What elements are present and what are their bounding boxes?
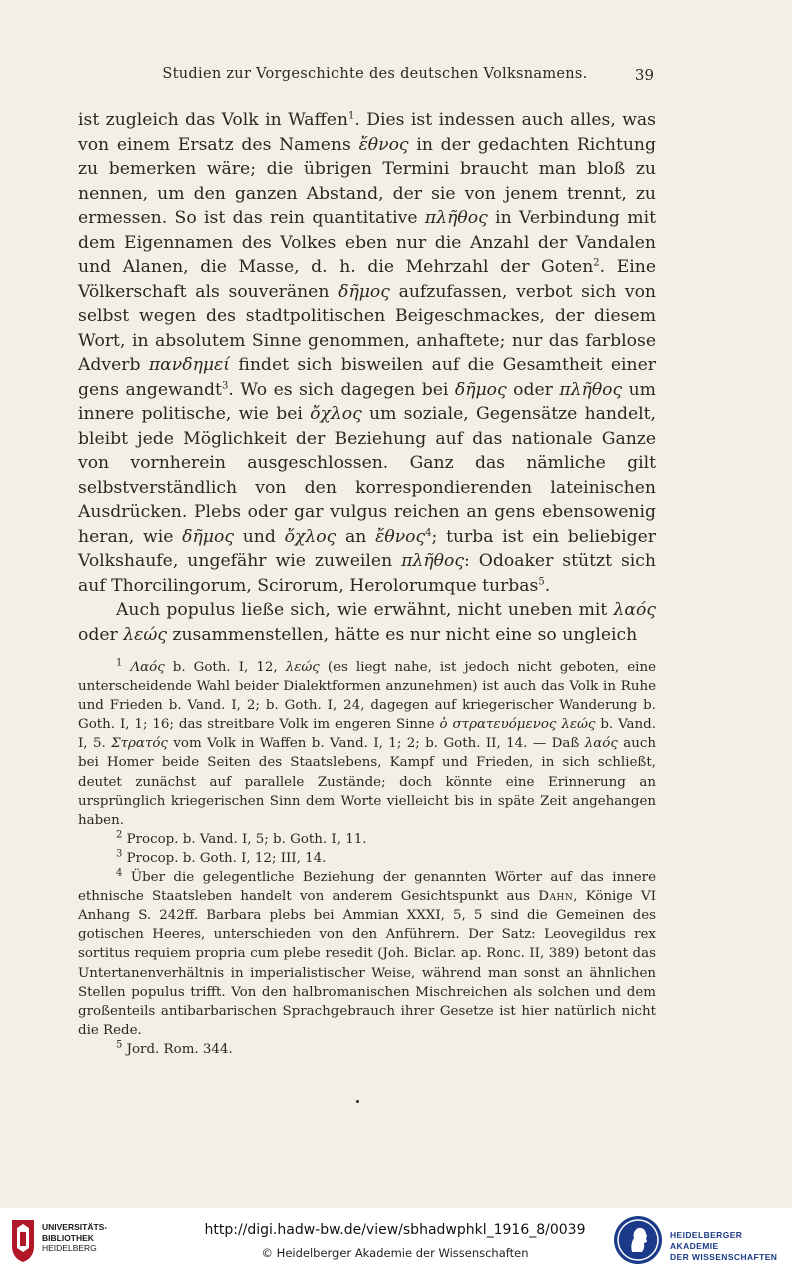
author-name: Dahn [538,889,574,905]
footnote-ref-5[interactable]: 5 [538,575,545,587]
running-title: Studien zur Vorgeschichte des deutschen Volksnamens. [162,66,588,82]
text-run: aufzufassen, verbot sich von selbst wegen des stadtpolitischen Beigeschmackes, der diesem Wort, in absolutem Sinne genommen, anhaftete; nur das farblose Adverb [78,281,657,375]
text-run: Jord. Rom. 344. [122,1041,233,1057]
text-run: b. Vand. I, 5. [78,717,656,752]
footnote-marker: 1 [116,657,123,669]
footnote-5 [78,1040,656,1059]
ink-speck [356,1100,359,1103]
text-run: in Verbindung mit dem Eigennamen des Volkes eben nur die Anzahl der Vandalen und Alanen, die Masse, d. h. die Mehrzahl der Goten [78,208,656,277]
greek-term: Στρατός [111,736,168,752]
footnote-2 [78,830,656,849]
greek-term: πανδημεί [148,355,231,375]
greek-term: δῆμος [338,281,390,302]
footnote-ref-2[interactable]: 2 [593,257,600,269]
footnote-ref-4[interactable]: 4 [425,526,432,538]
text-run: oder [78,624,124,645]
footnote-1 [78,658,656,830]
library-name-line: BIBLIOTHEK [42,1232,94,1243]
page-number: 39 [634,66,654,84]
academy-profile-medallion-icon[interactable] [612,1214,664,1266]
text-run: Auch populus ließe sich, wie erwähnt, nicht uneben mit [116,600,614,620]
footnote-ref-1[interactable]: 1 [347,110,355,122]
text-run: vom Volk in Waffen b. Vand. I, 1; 2; b. Goth. II, 14. — Daß [167,736,585,752]
greek-term: λαός [584,736,618,752]
text-run: . Dies ist indessen auch alles, was von einem Ersatz des Namens [78,110,656,155]
academy-name [670,1230,792,1263]
footnote-3 [78,849,656,868]
library-name-line: HEIDELBERG [42,1243,97,1253]
text-run: . [544,575,551,596]
footnote-marker: 3 [116,848,123,860]
greek-term: Λαός [130,660,165,675]
text-run: (es liegt nahe, ist jedoch nicht geboten, eine unterscheidende Wahl beider Dialektformen anzunehmen) ist auch das Volk in Ruhe und Frieden b. Vand. I, 2; b. Goth. I, 24, dagegen auf kriegerischer Wanderung b. Goth. I, 1; 16; das streitbare Volk im engeren Sinne [78,660,656,733]
greek-term: ὄχλος [310,404,362,424]
academy-name-line: HEIDELBERGER AKADEMIE [670,1230,743,1251]
text-run: : Odoaker stützt sich auf Thorcilingorum, Scirorum, Herolorumque turbas [78,551,656,596]
text-run: , Könige VI Anhang S. 242ff. Barbara plebs bei Ammian XXXI, 5, 5 sind die Gemeinen des gotischen Heeres, unterschieden von den Anführern. Der Satz: Leovegildus rex sortitus requiem propria cum plebe resedit (Joh. Biclar. ap. Ronc. II, 389) betont das Untertanenverhältnis in imperialistischer Weise, während man sonst an ähnlichen Stellen populus trifft. Von den halbromanischen Mischreichen als solchen und dem großenteils antibarbarischen Sprachgebrauch ihrer Gesetze ist hier natürlich nicht die Rede. [78,889,656,1038]
greek-term: πλῆθος [424,208,488,228]
paragraph-2 [78,598,656,647]
greek-term: πλῆθος [401,551,464,571]
library-name-line: UNIVERSITÄTS- [42,1222,108,1232]
text-run: auch bei Homer beide Seiten des Staatslebens, Kampf und Frieden, in sich schließt, deutet zunächst auf parallele Zustände; doch könnte eine Erinnerung an ursprünglich kriegerischen Sinn dem Worte vielleicht bis in späte Zeit angehangen haben. [78,736,656,828]
permalink-url[interactable]: http://digi.hadw-bw.de/view/sbhadwphkl_1916_8/0039 [204,1222,586,1238]
university-library-crest-icon[interactable] [8,1216,38,1264]
text-run: . Eine Völkerschaft als souveränen [78,257,656,302]
text-run: um innere politische, wie bei [78,379,656,424]
text-run: zusammenstellen, hätte es nur nicht eine so ungleich [166,624,638,645]
greek-term: ἔθνος [358,134,409,155]
text-run: Procop. b. Vand. I, 5; b. Goth. I, 11. [122,831,367,847]
greek-term: ὁ στρατευόμενος λεώς [439,717,596,733]
text-run: oder [506,379,560,400]
footnote-4 [78,868,656,1040]
library-name [42,1222,107,1254]
copyright-notice: © Heidelberger Akademie der Wissenschaften [261,1246,529,1260]
text-run: ; turba ist ein beliebiger Volkshaufe, ungefähr wie zuweilen [78,526,657,571]
footnote-marker: 5 [116,1039,123,1051]
greek-term: λεώς [285,660,320,675]
text-run: findet sich bisweilen auf die Gesamtheit einer gens angewandt [78,355,656,400]
academy-name-line: DER WISSENSCHAFTEN [670,1252,778,1262]
text-run: an [336,526,376,547]
body-text [78,108,656,647]
greek-term: δῆμος [454,379,507,400]
footnotes [78,658,656,1059]
text-run: in der gedachten Richtung zu bemerken wäre; die übrigen Termini braucht man bloß zu nennen, um den ganzen Abstand, der sie von jenem trennt, zu ermessen. So ist das rein quantitative [78,134,656,228]
text-run: um soziale, Gegensätze handelt, bleibt jede Möglichkeit der Beziehung auf das nationale Ganze von vornherein ausgeschlossen. Ganz das nämliche gilt selbstverständlich von den korrespondierenden lateinischen Ausdrücken. Plebs oder gar vulgus reichen an gens ebensowenig heran, wie [78,404,657,547]
text-run: Procop. b. Goth. I, 12; III, 14. [122,850,327,866]
viewer-footer [0,1208,792,1272]
paragraph-1 [78,108,656,598]
text-run: Über die gelegentliche Beziehung der genannten Wörter auf das innere ethnische Staatsleben handelt von anderem Gesichtspunkt aus [78,870,656,905]
greek-term: ὄχλος [284,526,337,547]
text-run: . Wo es sich dagegen bei [228,379,455,400]
text-run: und [233,526,285,547]
greek-term: δῆμος [182,526,234,547]
footnote-ref-3[interactable]: 3 [221,379,229,391]
text-run: b. Goth. I, 12, [164,660,286,675]
footnote-marker: 2 [116,829,123,841]
footnote-marker: 4 [116,867,123,879]
greek-term: λαός [613,600,656,620]
greek-term: πλῆθος [559,379,623,400]
greek-term: λεώς [123,624,167,645]
greek-term: ἔθνος [375,526,426,547]
text-run: ist zugleich das Volk in Waffen [78,110,348,130]
